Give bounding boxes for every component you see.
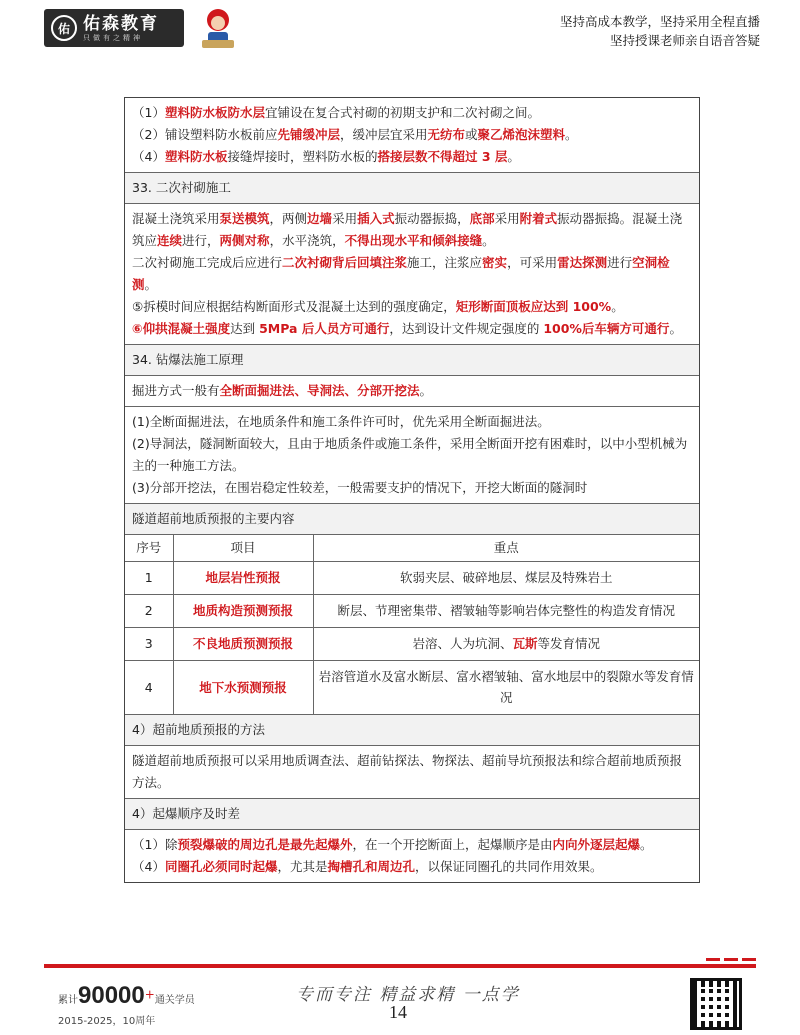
waterproof-notes	[125, 98, 699, 173]
page-header	[0, 0, 800, 70]
lining-construction-notes	[125, 204, 699, 345]
row-number: 4	[144, 679, 153, 695]
forecast-item: 地质构造预测预报	[173, 594, 313, 627]
section-title: 隧道超前地质预报的主要内容	[125, 504, 699, 535]
logo-subtitle: 只做有之精神	[83, 33, 143, 42]
section-title: 34. 钻爆法施工原理	[125, 345, 699, 376]
forecast-item: 地层岩性预报	[173, 561, 313, 594]
slogan-line-1: 坚持高成本教学，坚持采用全程直播	[559, 14, 760, 29]
forecast-focus: 软弱夹层、破碎地层、煤层及特殊岩土	[313, 561, 699, 594]
page-number: 14	[389, 1002, 407, 1022]
note-line: （4）同圈孔必须同时起爆，尤其是掏槽孔和周边孔，以保证同圈孔的共同作用效果。	[132, 859, 603, 874]
paragraph: 二次衬砌施工完成后应进行二次衬砌背后回填注浆施工，注浆应密实，可采用雷达探测进行空洞检测。	[132, 255, 670, 292]
forecast-focus: 岩溶、人为坑洞、瓦斯等发育情况	[313, 627, 699, 660]
column-header: 序号	[125, 535, 173, 561]
qr-code-icon	[690, 978, 742, 1030]
paragraph: ⑥仰拱混凝土强度达到 5MPa 后人员方可通行，达到设计文件规定强度的 100%后车辆方可通行。	[132, 321, 682, 336]
row-number: 1	[125, 561, 173, 594]
anniversary-text: 2015-2025，10周年	[58, 1016, 156, 1027]
list-item: (3)分部开挖法，在围岩稳定性较差，一般需要支护的情况下，开挖大断面的隧洞时	[132, 480, 588, 495]
row-number: 2	[125, 594, 173, 627]
notes-table	[124, 97, 700, 883]
table-header-row	[125, 535, 699, 561]
section-title: 33. 二次衬砌施工	[125, 173, 699, 204]
header-slogan	[560, 12, 760, 50]
blasting-notes	[125, 830, 699, 882]
forecast-focus: 断层、节理密集带、褶皱轴等影响岩体完整性的构造发育情况	[313, 594, 699, 627]
list-item: (2)导洞法，隧洞断面较大，且由于地质条件或施工条件，采用全断面开挖有困难时，以中小型机械为主的一种施工方法。	[132, 436, 688, 473]
methods-text: 隧道超前地质预报可以采用地质调查法、超前钻探法、物探法、超前导坑预报法和综合超前地质预报方法。	[125, 746, 699, 799]
table-row	[125, 561, 699, 594]
slogan-line-2: 坚持授课老师亲自语音答疑	[609, 33, 760, 48]
table-row	[125, 627, 699, 660]
forecast-table-wrap	[125, 535, 699, 715]
footer-dashes	[706, 958, 756, 961]
paragraph: 混凝土浇筑采用泵送模筑，两侧边墙采用插入式振动器振捣，底部采用附着式振动器振捣。混凝土浇筑应连续进行，两侧对称，水平浇筑，不得出现水平和倾斜接缝。	[132, 211, 683, 248]
excavation-methods-intro: 掘进方式一般有全断面掘进法、导洞法、分部开挖法。	[125, 376, 699, 407]
section-title: 4）超前地质预报的方法	[125, 715, 699, 746]
excavation-methods-list	[125, 407, 699, 504]
section-title: 4）起爆顺序及时差	[125, 799, 699, 830]
note-line: （1）除预裂爆破的周边孔是最先起爆外，在一个开挖断面上，起爆顺序是由内向外逐层起爆。	[132, 837, 653, 852]
note-line: （2）铺设塑料防水板前应先铺缓冲层，缓冲层宜采用无纺布或聚乙烯泡沫塑料。	[132, 127, 578, 142]
mascot-icon	[198, 6, 238, 52]
brand-logo	[44, 9, 184, 47]
note-line: （1）塑料防水板防水层宜铺设在复合式衬砌的初期支护和二次衬砌之间。	[132, 105, 540, 120]
handwritten-motto: 专而专注 精益求精 一点学	[296, 985, 520, 1005]
row-number: 3	[125, 627, 173, 660]
forecast-focus: 岩溶管道水及富水断层、富水褶皱轴、富水地层中的裂隙水等发育情况	[313, 660, 699, 714]
table-row	[125, 594, 699, 627]
learner-count: 累计90000+通关学员	[58, 982, 195, 1009]
logo-emblem-icon: 佑	[51, 15, 77, 41]
forecast-item: 不良地质预测预报	[173, 627, 313, 660]
table-row	[125, 660, 699, 714]
logo-name: 佑森教育	[83, 13, 159, 34]
footer-rule	[44, 964, 756, 968]
paragraph: ⑤拆模时间应根据结构断面形式及混凝土达到的强度确定，矩形断面顶板应达到 100%。	[132, 299, 624, 314]
forecast-table	[125, 535, 699, 714]
forecast-item: 地下水预测预报	[173, 660, 313, 714]
note-line: （4）塑料防水板接缝焊接时，塑料防水板的搭接层数不得超过 3 层。	[132, 149, 520, 164]
column-header: 项目	[173, 535, 313, 561]
column-header: 重点	[313, 535, 699, 561]
list-item: (1)全断面掘进法，在地质条件和施工条件许可时，优先采用全断面掘进法。	[132, 414, 550, 429]
